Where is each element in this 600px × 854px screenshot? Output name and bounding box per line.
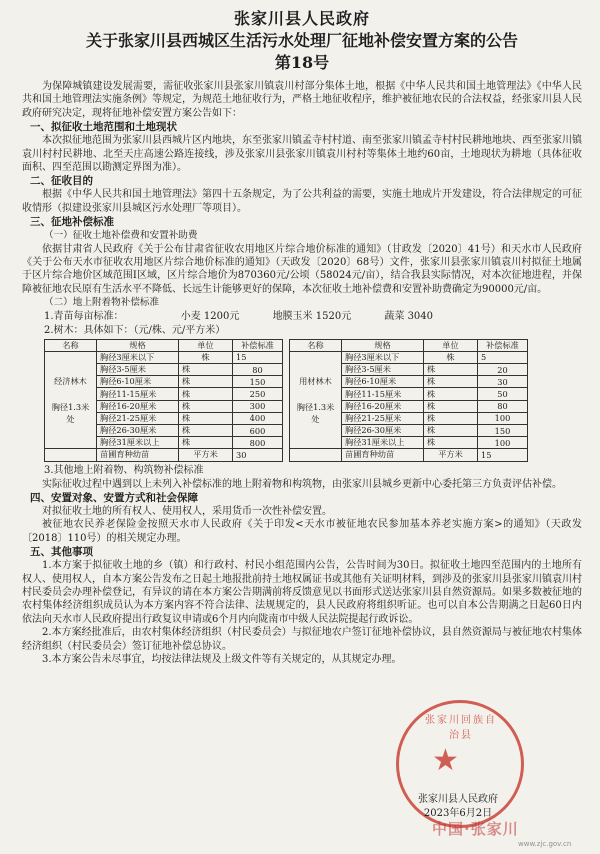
seedling-item: 地膜玉米 1520元 xyxy=(272,310,352,322)
unit-cell: 株 xyxy=(179,437,233,449)
tree-label: 2.树木：具体如下：（元/株、元/平方米） xyxy=(44,324,226,336)
tree-category: 经济林木 xyxy=(54,376,87,387)
section-3-item-3-body: 实际征收过程中遇到以上未列入补偿标准的地上附着物和构筑物，由张家川县城乡更新中心委托第三方负责评估补偿。 xyxy=(42,478,562,490)
col-header-spec: 规格 xyxy=(97,339,179,351)
tree-category-cell xyxy=(290,351,342,449)
rate-cell: 800 xyxy=(233,437,283,449)
rate-cell: 15 xyxy=(478,449,528,461)
spec-cell: 胸径3-5厘米 xyxy=(97,364,179,376)
spec-cell: 胸径11-15厘米 xyxy=(342,388,424,400)
table-row xyxy=(45,351,283,363)
rate-cell: 20 xyxy=(478,364,528,376)
section-3-item-3: 3.其他地上附着物、构筑物补偿标准 xyxy=(44,464,204,476)
section-5-item-2: 2.本方案经批准后，由农村集体经济组织（村民委员会）与拟征地农户签订征地补偿协议，县自然资源局与被征地农村集体经济组织（村民委员会）签订征地补偿总协议。 xyxy=(22,627,582,652)
rate-cell: 15 xyxy=(233,351,283,363)
unit-cell: 平方米 xyxy=(179,449,233,461)
economic-tree-table xyxy=(44,339,283,462)
seedling-item: 小麦 1200元 xyxy=(180,310,240,322)
signature-block xyxy=(418,793,498,821)
measure-position: 胸径1.3米处 xyxy=(296,402,335,425)
signer-name: 张家川县人民政府 xyxy=(418,794,498,805)
unit-cell: 株 xyxy=(179,400,233,412)
section-5-item-1: 1.本方案于拟征收土地的乡（镇）和行政村、村民小组范围内公告，公告时间为30日。拟征收土地四至范围内的土地所有权人、使用权人，自本方案公告发布之日起土地报批前持土地权属证书或其他有关证明材料，到涉及的张家川县张家川镇袁川村村民委员会办理补偿登记，有异议的请在本方案公告期满前将反馈意见以书面形式送达张家川县自然资源局。如果多数被征地的农村集体经济组织成员认为本方案内容不符合法律、法规规定的，县人民政府将组织听证。也可以自本公告期满之日起60日内依法向天水市人民政府提出行政复议申请或6个月内向陇南市中级人民法院提起行政诉讼。 xyxy=(22,560,582,625)
rate-cell: 150 xyxy=(233,376,283,388)
table-row xyxy=(45,449,283,461)
spec-cell: 胸径21-25厘米 xyxy=(342,412,424,424)
section-3-subtitle-1: （一）征收土地补偿费和安置补助费 xyxy=(44,230,198,242)
timber-tree-table xyxy=(289,339,528,462)
unit-cell: 株 xyxy=(179,425,233,437)
unit-cell: 株 xyxy=(179,412,233,424)
section-3-subtitle-2: （二）地上附着物补偿标准 xyxy=(44,297,160,309)
unit-cell: 株 xyxy=(424,364,478,376)
empty-cell xyxy=(45,449,97,461)
spec-cell: 胸径11-15厘米 xyxy=(97,388,179,400)
rate-cell: 300 xyxy=(233,400,283,412)
col-header-rate: 补偿标准 xyxy=(478,339,528,351)
col-header-spec: 规格 xyxy=(342,339,424,351)
rate-cell: 100 xyxy=(478,437,528,449)
col-header-rate: 补偿标准 xyxy=(233,339,283,351)
table-row xyxy=(290,351,528,363)
rate-cell: 30 xyxy=(233,449,283,461)
unit-cell: 株 xyxy=(424,400,478,412)
tree-compensation-tables xyxy=(44,339,582,462)
rate-cell: 80 xyxy=(478,400,528,412)
spec-cell: 胸径6-10厘米 xyxy=(342,376,424,388)
spec-cell: 胸径16-20厘米 xyxy=(97,400,179,412)
unit-cell: 株 xyxy=(179,351,233,363)
unit-cell: 平方米 xyxy=(424,449,478,461)
col-header-unit: 单位 xyxy=(179,339,233,351)
empty-cell xyxy=(290,449,342,461)
spec-cell: 胸径21-25厘米 xyxy=(97,412,179,424)
col-header-name: 名称 xyxy=(290,339,342,351)
seal-text: 张家川回族自治县 xyxy=(425,715,497,741)
section-3-title: 三、征地补偿标准 xyxy=(30,216,114,229)
spec-cell: 胸径16-20厘米 xyxy=(342,400,424,412)
spec-cell: 胸径26-30厘米 xyxy=(342,425,424,437)
unit-cell: 株 xyxy=(424,388,478,400)
table-row xyxy=(290,449,528,461)
section-3-body: 依据甘肃省人民政府《关于公布甘肃省征收农用地区片综合地价标准的通知》（甘政发〔2020〕41号）和天水市人民政府《关于公布天水市征收农用地区片综合地价标准的通知》（天政发〔2020〕68号）文件，张家川县张家川镇袁川村拟征土地属于区片综合地价区域范围Ⅰ区域，区片综合地价为870360元/公顷（58024元/亩），结合我县实际情况，对本次征地进程，并保障被征地农民原有生活水平不降低、长远生计能够更好的保障，本次征收土地补偿费和安置补助费确定为90000元/亩。 xyxy=(22,243,582,295)
section-2-title: 二、征收目的 xyxy=(30,175,93,188)
unit-cell: 株 xyxy=(424,351,478,363)
seedling-standard xyxy=(22,310,582,324)
unit-cell: 株 xyxy=(179,388,233,400)
spec-cell: 胸径31厘米以上 xyxy=(342,437,424,449)
col-header-unit: 单位 xyxy=(424,339,478,351)
section-1-title: 一、拟征收土地范围和土地现状 xyxy=(30,121,177,134)
tree-category: 用材林木 xyxy=(299,376,332,387)
section-4-body-2: 被征地农民养老保险金按照天水市人民政府《关于印发<天水市被征地农民参加基本养老实施方案>的通知》（天政发〔2018〕110号）的相关规定办理。 xyxy=(22,519,582,544)
rate-cell: 150 xyxy=(478,425,528,437)
site-url: www.zjc.gov.cn xyxy=(518,840,572,848)
unit-cell: 株 xyxy=(424,437,478,449)
rate-cell: 400 xyxy=(233,412,283,424)
col-header-name: 名称 xyxy=(45,339,97,351)
tree-category-cell xyxy=(45,351,97,449)
section-5-title: 五、其他事项 xyxy=(30,546,93,559)
spec-cell: 胸径6-10厘米 xyxy=(97,376,179,388)
seedling-label: 1.青苗每亩标准： xyxy=(44,310,124,322)
unit-cell: 株 xyxy=(424,412,478,424)
rate-cell: 80 xyxy=(233,364,283,376)
intro-paragraph: 为保障城镇建设发展需要，需征收张家川县张家川镇袁川村部分集体土地，根据《中华人民共和国土地管理法》《中华人民共和国土地管理法实施条例》等规定，为规范土地征收行为，严格土地征收程序，维护被征地农民的合法权益，经张家川县人民政府研究决定，现将征地补偿安置方案公告如下： xyxy=(22,81,582,119)
seedling-item: 蔬菜 3040 xyxy=(384,310,434,322)
spec-cell: 胸径3厘米以下 xyxy=(342,351,424,363)
spec-cell: 胸径3厘米以下 xyxy=(97,351,179,363)
section-5-item-3: 3.本方案公告未尽事宜，均按法律法规及上级文件等有关规定的，从其规定办理。 xyxy=(42,654,402,666)
unit-cell: 株 xyxy=(179,364,233,376)
issuing-org: 张家川县人民政府 xyxy=(233,9,370,28)
section-4-title: 四、安置对象、安置方式和社会保障 xyxy=(30,491,198,504)
spec-cell: 胸径3-5厘米 xyxy=(342,364,424,376)
spec-cell: 胸径31厘米以上 xyxy=(97,437,179,449)
rate-cell: 50 xyxy=(478,388,528,400)
notice-number: 第18号 xyxy=(274,53,330,72)
rate-cell: 600 xyxy=(233,425,283,437)
spec-cell: 苗圃育种幼苗 xyxy=(342,449,424,461)
site-watermark: 中国·张家川 xyxy=(432,820,519,838)
rate-cell: 100 xyxy=(478,412,528,424)
section-2-body: 根据《中华人民共和国土地管理法》第四十五条规定，为了公共利益的需要，实施土地成片开发建设，符合法律规定的可征收情形（拟建设张家川县城区污水处理厂等项目）。 xyxy=(22,189,582,214)
rate-cell: 250 xyxy=(233,388,283,400)
rate-cell: 30 xyxy=(478,376,528,388)
rate-cell: 5 xyxy=(478,351,528,363)
unit-cell: 株 xyxy=(424,376,478,388)
seal-star-icon: ★ xyxy=(432,743,459,778)
signature-date: 2023年6月2日 xyxy=(423,808,493,819)
section-1-body: 本次拟征地范围为张家川县西城片区内地块，东至张家川镇孟寺村村道、南至张家川镇孟寺村村民耕地地块、西至张家川镇袁川村村民耕地、北至天庄高速公路连接线，涉及张家川县张家川镇袁川村村等集体土地约60亩，土地现状为耕地（具体征收面积、四至范围以勘测定界图为准）。 xyxy=(22,135,582,174)
notice-title: 关于张家川县西城区生活污水处理厂征地补偿安置方案的公告 xyxy=(85,31,518,50)
section-4-body-1: 对拟征收土地的所有权人、使用权人，采用货币一次性补偿安置。 xyxy=(42,505,332,517)
measure-position: 胸径1.3米处 xyxy=(51,402,90,425)
spec-cell: 胸径26-30厘米 xyxy=(97,425,179,437)
unit-cell: 株 xyxy=(424,425,478,437)
spec-cell: 苗圃育种幼苗 xyxy=(97,449,179,461)
unit-cell: 株 xyxy=(179,376,233,388)
